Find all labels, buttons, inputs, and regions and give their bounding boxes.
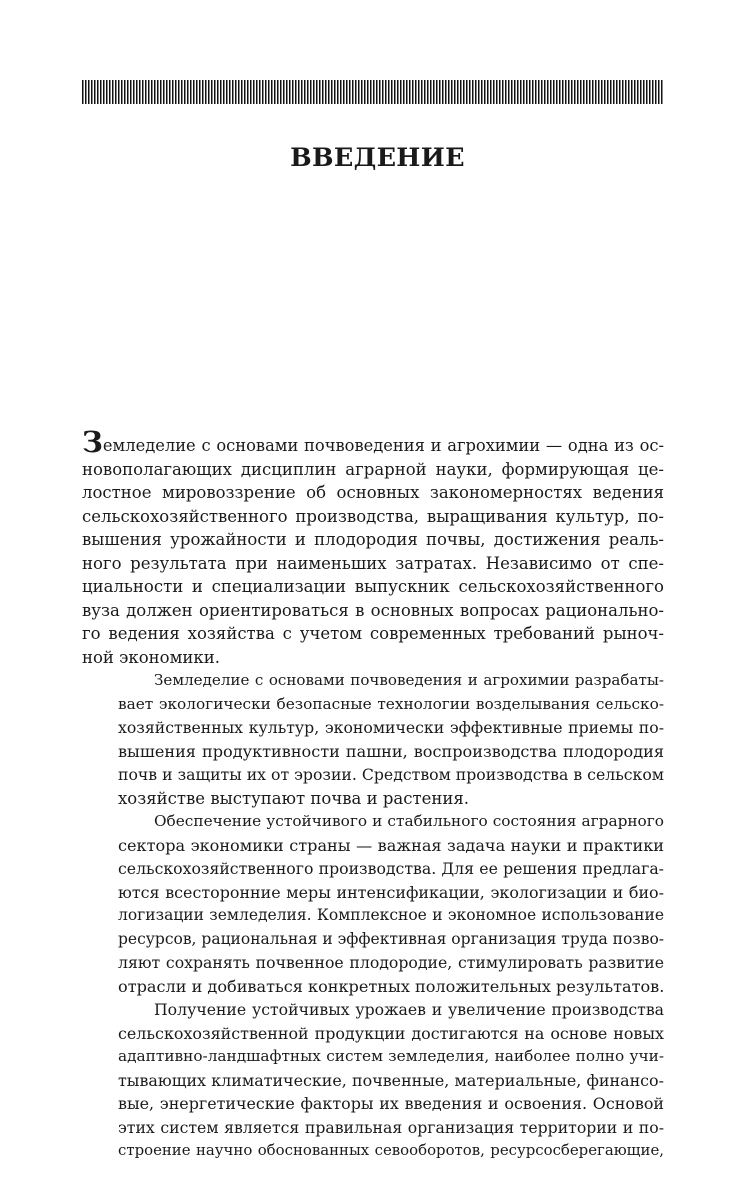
text-line: логизации земледелия. Комплексное и экономное использование	[118, 906, 664, 924]
text-line-content: емледелие с основами почвоведения и агрохимии — одна из ос-	[102, 436, 664, 455]
text-line: вает экологически безопасные технологии возделывания сельско-	[118, 694, 664, 713]
text-line: новополагающих дисциплин аграрной науки, формирующая це-	[82, 459, 664, 479]
text-line: вышения продуктивности пашни, воспроизводства плодородия	[118, 741, 664, 761]
paragraph-1	[82, 425, 664, 669]
text-line: го ведения хозяйства с учетом современных требований рыноч-	[82, 624, 664, 643]
text-line: циальности и специализации выпускник сельскохозяйственного	[82, 577, 664, 596]
text-line: вуза должен ориентироваться в основных вопросах рационально-	[82, 600, 664, 620]
text-line: сельскохозяйственной продукции достигаются на основе новых	[118, 1023, 664, 1043]
text-line: Получение устойчивых урожаев и увеличение производства	[154, 1000, 664, 1019]
text-line: хозяйственных культур, экономически эффективные приемы по-	[118, 718, 664, 737]
text-line: Земледелие с основами почвоведения и агрохимии разрабаты-	[154, 671, 664, 689]
text-line: почв и защиты их от эрозии. Средством производства в сельском	[118, 765, 664, 784]
text-line: ной экономики.	[82, 647, 220, 667]
drop-cap: З	[82, 425, 103, 459]
text-line: тывающих климатические, почвенные, материальные, финансо-	[118, 1070, 664, 1090]
text-line: ресурсов, рациональная и эффективная организация труда позво-	[118, 929, 665, 948]
text-line: ляют сохранять почвенное плодородие, стимулировать развитие	[118, 953, 664, 972]
text-line: адаптивно-ландшафтных систем земледелия, наиболее полно учи-	[118, 1047, 664, 1065]
text-line: сектора экономики страны — важная задача науки и практики	[118, 835, 664, 855]
text-line: отрасли и добиваться конкретных положительных результатов.	[118, 976, 665, 996]
chapter-title: ВВЕДЕНИЕ	[290, 143, 465, 173]
text-line: сельскохозяйственного производства. Для ее решения предлага-	[118, 859, 664, 878]
text-line: строение научно обоснованных севооборотов, ресурсосберегающие,	[118, 1141, 664, 1159]
body-text	[82, 425, 665, 1163]
paragraph-2	[82, 669, 664, 810]
text-line	[82, 425, 664, 459]
paragraph-4	[82, 998, 664, 1163]
paragraph-3	[82, 810, 664, 998]
text-line: лостное мировоззрение об основных закономерностях ведения	[82, 483, 664, 502]
text-line: Обеспечение устойчивого и стабильного состояния аграрного	[154, 812, 664, 830]
text-line: вышения урожайности и плодородия почвы, достижения реаль-	[82, 530, 664, 549]
decorative-hatched-rule	[82, 80, 664, 104]
text-line: ного результата при наименьших затратах. Независимо от спе-	[82, 553, 664, 573]
text-line: этих систем является правильная организация территории и по-	[118, 1117, 664, 1137]
text-line: хозяйстве выступают почва и растения.	[118, 788, 470, 808]
text-line: ются всесторонние меры интенсификации, экологизации и био-	[118, 882, 664, 902]
text-line: сельскохозяйственного производства, выращивания культур, по-	[82, 506, 664, 526]
text-line: вые, энергетические факторы их введения и освоения. Основой	[118, 1094, 664, 1113]
